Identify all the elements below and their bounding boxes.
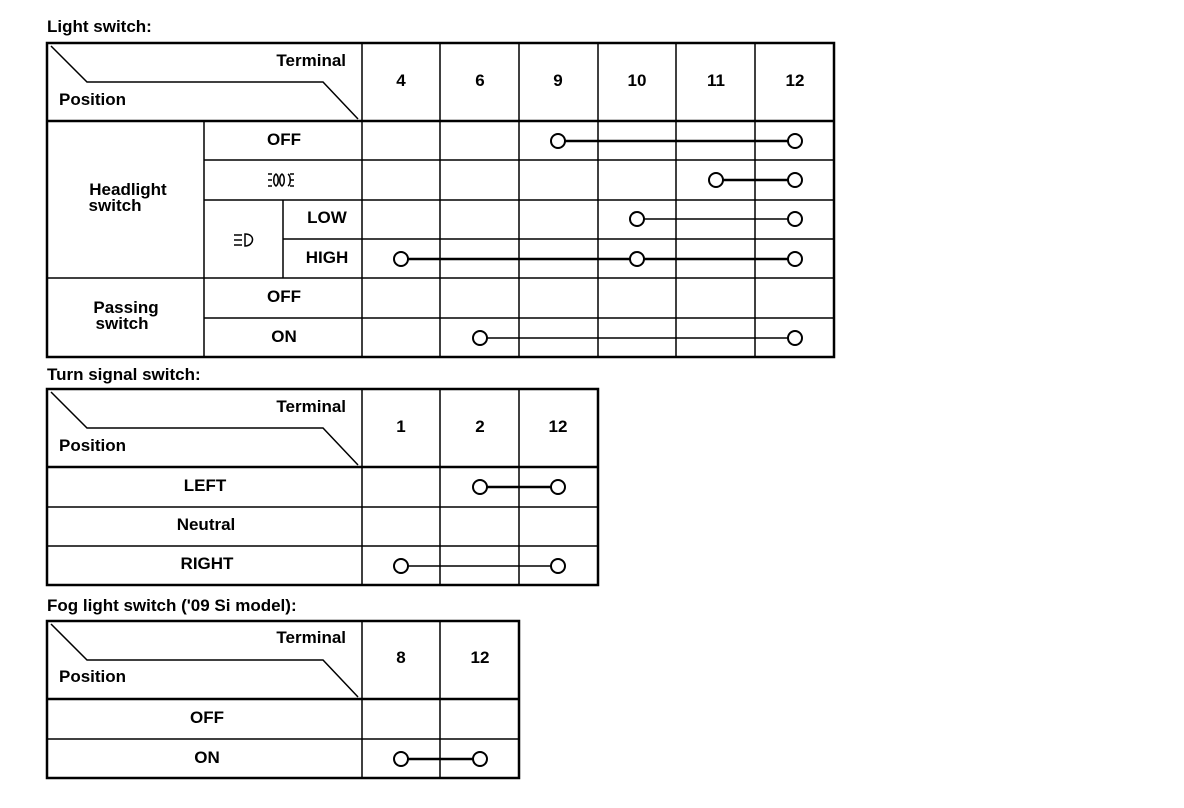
passing-on-label: ON: [271, 327, 297, 346]
parking-light-icon: [268, 174, 294, 186]
terminal-node: [788, 252, 802, 266]
terminal-label: 11: [707, 71, 725, 90]
terminal-node: [788, 173, 802, 187]
light-switch-table: [47, 43, 834, 357]
position-header-label: Position: [59, 436, 127, 455]
terminal-node: [551, 134, 565, 148]
light-switch-title: Light switch:: [47, 17, 152, 36]
terminal-node: [394, 752, 408, 766]
terminal-node: [473, 752, 487, 766]
terminal-node: [630, 212, 644, 226]
terminal-header-label: Terminal: [276, 51, 346, 70]
terminal-node: [788, 134, 802, 148]
terminal-node: [473, 331, 487, 345]
passing-off-label: OFF: [267, 287, 301, 306]
terminal-header-label: Terminal: [276, 628, 346, 647]
terminal-label: 10: [627, 71, 647, 90]
terminal-label: 12: [548, 417, 568, 436]
terminal-label: 4: [396, 71, 406, 90]
position-off-label: OFF: [190, 708, 224, 727]
position-neutral-label: Neutral: [176, 515, 236, 534]
terminal-node: [394, 559, 408, 573]
terminal-label: 1: [396, 417, 406, 436]
terminal-node: [788, 212, 802, 226]
terminal-node: [551, 480, 565, 494]
position-header-label: Position: [59, 90, 127, 109]
position-off-label: OFF: [267, 130, 301, 149]
position-high-label: HIGH: [305, 248, 349, 267]
terminal-label: 12: [470, 648, 490, 667]
turn-signal-switch-title: Turn signal switch:: [47, 365, 201, 384]
position-on-label: ON: [194, 748, 220, 767]
headlight-switch-label: switch: [88, 196, 142, 215]
position-low-label: LOW: [307, 208, 347, 227]
terminal-node: [788, 331, 802, 345]
terminal-label: 8: [396, 648, 406, 667]
terminal-label: 2: [475, 417, 485, 436]
headlight-switch-label: Headlight: [89, 180, 167, 199]
position-left-label: LEFT: [183, 476, 227, 495]
terminal-label: 6: [475, 71, 485, 90]
position-right-label: RIGHT: [180, 554, 234, 573]
terminal-node: [473, 480, 487, 494]
terminal-node: [630, 252, 644, 266]
position-header-label: Position: [59, 667, 127, 686]
headlight-icon: [234, 234, 253, 246]
fog-light-switch-table: [47, 621, 519, 778]
terminal-node: [551, 559, 565, 573]
terminal-label: 12: [785, 71, 805, 90]
terminal-label: 9: [553, 71, 563, 90]
fog-light-switch-title: Fog light switch ('09 Si model):: [47, 596, 297, 615]
terminal-header-label: Terminal: [276, 397, 346, 416]
passing-switch-label: switch: [95, 314, 149, 333]
passing-switch-label: Passing: [93, 298, 159, 317]
terminal-node: [709, 173, 723, 187]
terminal-node: [394, 252, 408, 266]
turn-signal-switch-table: [47, 389, 598, 585]
